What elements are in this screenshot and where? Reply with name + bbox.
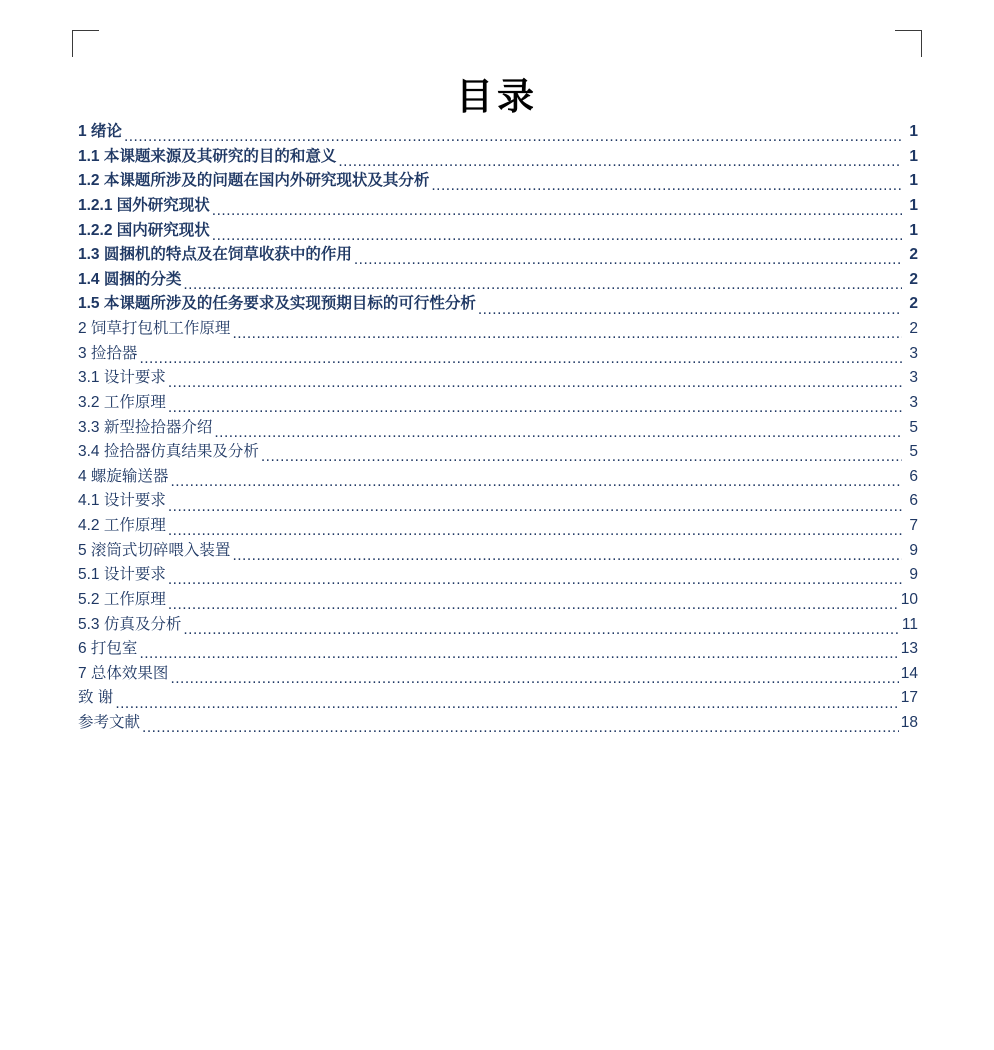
toc-entry-label: 5 滚筒式切碎喂入装置 — [78, 541, 231, 559]
toc-entry-label: 6 打包室 — [78, 640, 138, 658]
toc-entry-page-number: 2 — [909, 295, 918, 313]
toc-entry-label: 1.5 本课题所涉及的任务要求及实现预期目标的可行性分析 — [78, 295, 476, 313]
toc-leader-dots — [232, 325, 902, 341]
toc-leader-dots — [168, 374, 902, 390]
toc-entry-page-number: 13 — [900, 640, 918, 658]
toc-entry-page-number: 14 — [900, 664, 918, 682]
toc-leader-dots — [478, 301, 902, 317]
toc-entry-page-number: 1 — [909, 196, 918, 214]
crop-mark-top-right — [895, 30, 922, 57]
toc-entry[interactable] — [78, 514, 918, 539]
toc-entry[interactable] — [78, 440, 918, 465]
toc-entry-page-number: 1 — [909, 172, 918, 190]
toc-entry-page-number: 3 — [909, 393, 918, 411]
toc-leader-dots — [354, 251, 902, 267]
toc-entry-page-number: 2 — [909, 320, 918, 337]
toc-entry-label: 7 总体效果图 — [78, 664, 169, 682]
toc-leader-dots — [212, 202, 902, 218]
page-title: 目录 — [456, 77, 538, 118]
toc-entry[interactable] — [78, 662, 918, 687]
toc-entry-page-number: 5 — [909, 418, 918, 436]
toc-entry-page-number: 5 — [909, 443, 918, 461]
toc-entry-label: 3.2 工作原理 — [78, 393, 166, 411]
table-of-contents — [78, 120, 918, 736]
toc-entry-label: 4.2 工作原理 — [78, 517, 166, 534]
toc-entry-page-number: 7 — [909, 517, 918, 534]
toc-leader-dots — [431, 177, 902, 193]
toc-entry-page-number: 1 — [909, 147, 918, 165]
toc-entry[interactable] — [78, 292, 918, 317]
toc-entry-label: 1.4 圆捆的分类 — [78, 270, 182, 288]
toc-entry-label: 致 谢 — [78, 689, 114, 707]
toc-entry-label: 5.1 设计要求 — [78, 566, 166, 584]
toc-entry[interactable] — [78, 194, 918, 219]
toc-entry-label: 1.3 圆捆机的特点及在饲草收获中的作用 — [78, 246, 352, 264]
toc-entry-page-number: 3 — [909, 344, 918, 362]
toc-leader-dots — [168, 498, 902, 514]
toc-entry-page-number: 1 — [909, 221, 918, 239]
crop-mark-top-left — [72, 30, 99, 57]
toc-entry-page-number: 18 — [900, 714, 918, 731]
toc-leader-dots — [168, 596, 899, 612]
toc-entry[interactable] — [78, 588, 918, 613]
toc-entry[interactable] — [78, 686, 918, 711]
toc-entry-label: 1.2.1 国外研究现状 — [78, 196, 210, 214]
toc-entry-page-number: 3 — [909, 369, 918, 387]
toc-entry-page-number: 6 — [909, 492, 918, 510]
toc-entry-label: 2 饲草打包机工作原理 — [78, 320, 231, 337]
toc-entry-label: 3 捡拾器 — [78, 344, 138, 362]
toc-entry-page-number: 11 — [901, 615, 918, 633]
toc-entry-label: 1 绪论 — [78, 123, 122, 140]
toc-entry[interactable] — [78, 366, 918, 391]
toc-entry[interactable] — [78, 342, 918, 367]
toc-leader-dots — [183, 621, 900, 637]
toc-entry-label: 1.2.2 国内研究现状 — [78, 221, 210, 239]
toc-entry[interactable] — [78, 489, 918, 514]
toc-entry[interactable] — [78, 219, 918, 244]
toc-entry-page-number: 1 — [909, 123, 918, 140]
toc-entry[interactable] — [78, 465, 918, 490]
toc-entry[interactable] — [78, 268, 918, 293]
toc-entry-label: 4.1 设计要求 — [78, 492, 166, 510]
toc-entry-page-number: 2 — [909, 246, 918, 264]
toc-leader-dots — [170, 670, 898, 686]
toc-entry[interactable] — [78, 416, 918, 441]
toc-leader-dots — [212, 227, 902, 243]
toc-leader-dots — [168, 522, 902, 538]
toc-leader-dots — [139, 645, 898, 661]
toc-entry-page-number: 9 — [909, 541, 918, 559]
toc-leader-dots — [214, 424, 902, 440]
toc-entry[interactable] — [78, 120, 918, 145]
toc-leader-dots — [338, 153, 902, 169]
toc-entry-page-number: 9 — [909, 566, 918, 584]
toc-leader-dots — [115, 695, 898, 711]
toc-leader-dots — [170, 473, 902, 489]
toc-entry-page-number: 2 — [909, 270, 918, 288]
toc-entry-label: 3.1 设计要求 — [78, 369, 166, 387]
toc-entry[interactable] — [78, 563, 918, 588]
toc-entry-label: 3.3 新型捡拾器介绍 — [78, 418, 213, 436]
toc-entry[interactable] — [78, 391, 918, 416]
toc-entry-label: 参考文献 — [78, 714, 141, 731]
toc-entry[interactable] — [78, 539, 918, 564]
toc-leader-dots — [142, 719, 899, 735]
toc-leader-dots — [261, 448, 902, 464]
toc-entry-label: 1.1 本课题来源及其研究的目的和意义 — [78, 147, 337, 165]
toc-entry-label: 5.2 工作原理 — [78, 590, 166, 608]
toc-entry-label: 5.3 仿真及分析 — [78, 615, 182, 633]
toc-entry-page-number: 17 — [900, 689, 918, 707]
toc-entry[interactable] — [78, 637, 918, 662]
toc-entry[interactable] — [78, 169, 918, 194]
toc-entry[interactable] — [78, 145, 918, 170]
toc-leader-dots — [168, 571, 902, 587]
toc-entry[interactable] — [78, 711, 918, 736]
toc-entry-page-number: 6 — [909, 467, 918, 485]
toc-entry-label: 1.2 本课题所涉及的问题在国内外研究现状及其分析 — [78, 172, 430, 190]
toc-entry[interactable] — [78, 317, 918, 342]
toc-entry-label: 4 螺旋输送器 — [78, 467, 169, 485]
toc-leader-dots — [168, 399, 902, 415]
toc-leader-dots — [232, 547, 902, 563]
toc-entry[interactable] — [78, 243, 918, 268]
toc-leader-dots — [139, 350, 902, 366]
toc-leader-dots — [183, 276, 902, 292]
toc-entry-label: 3.4 捡拾器仿真结果及分析 — [78, 443, 259, 461]
toc-leader-dots — [124, 128, 902, 144]
toc-entry-page-number: 10 — [900, 590, 918, 608]
toc-entry[interactable] — [78, 613, 918, 638]
